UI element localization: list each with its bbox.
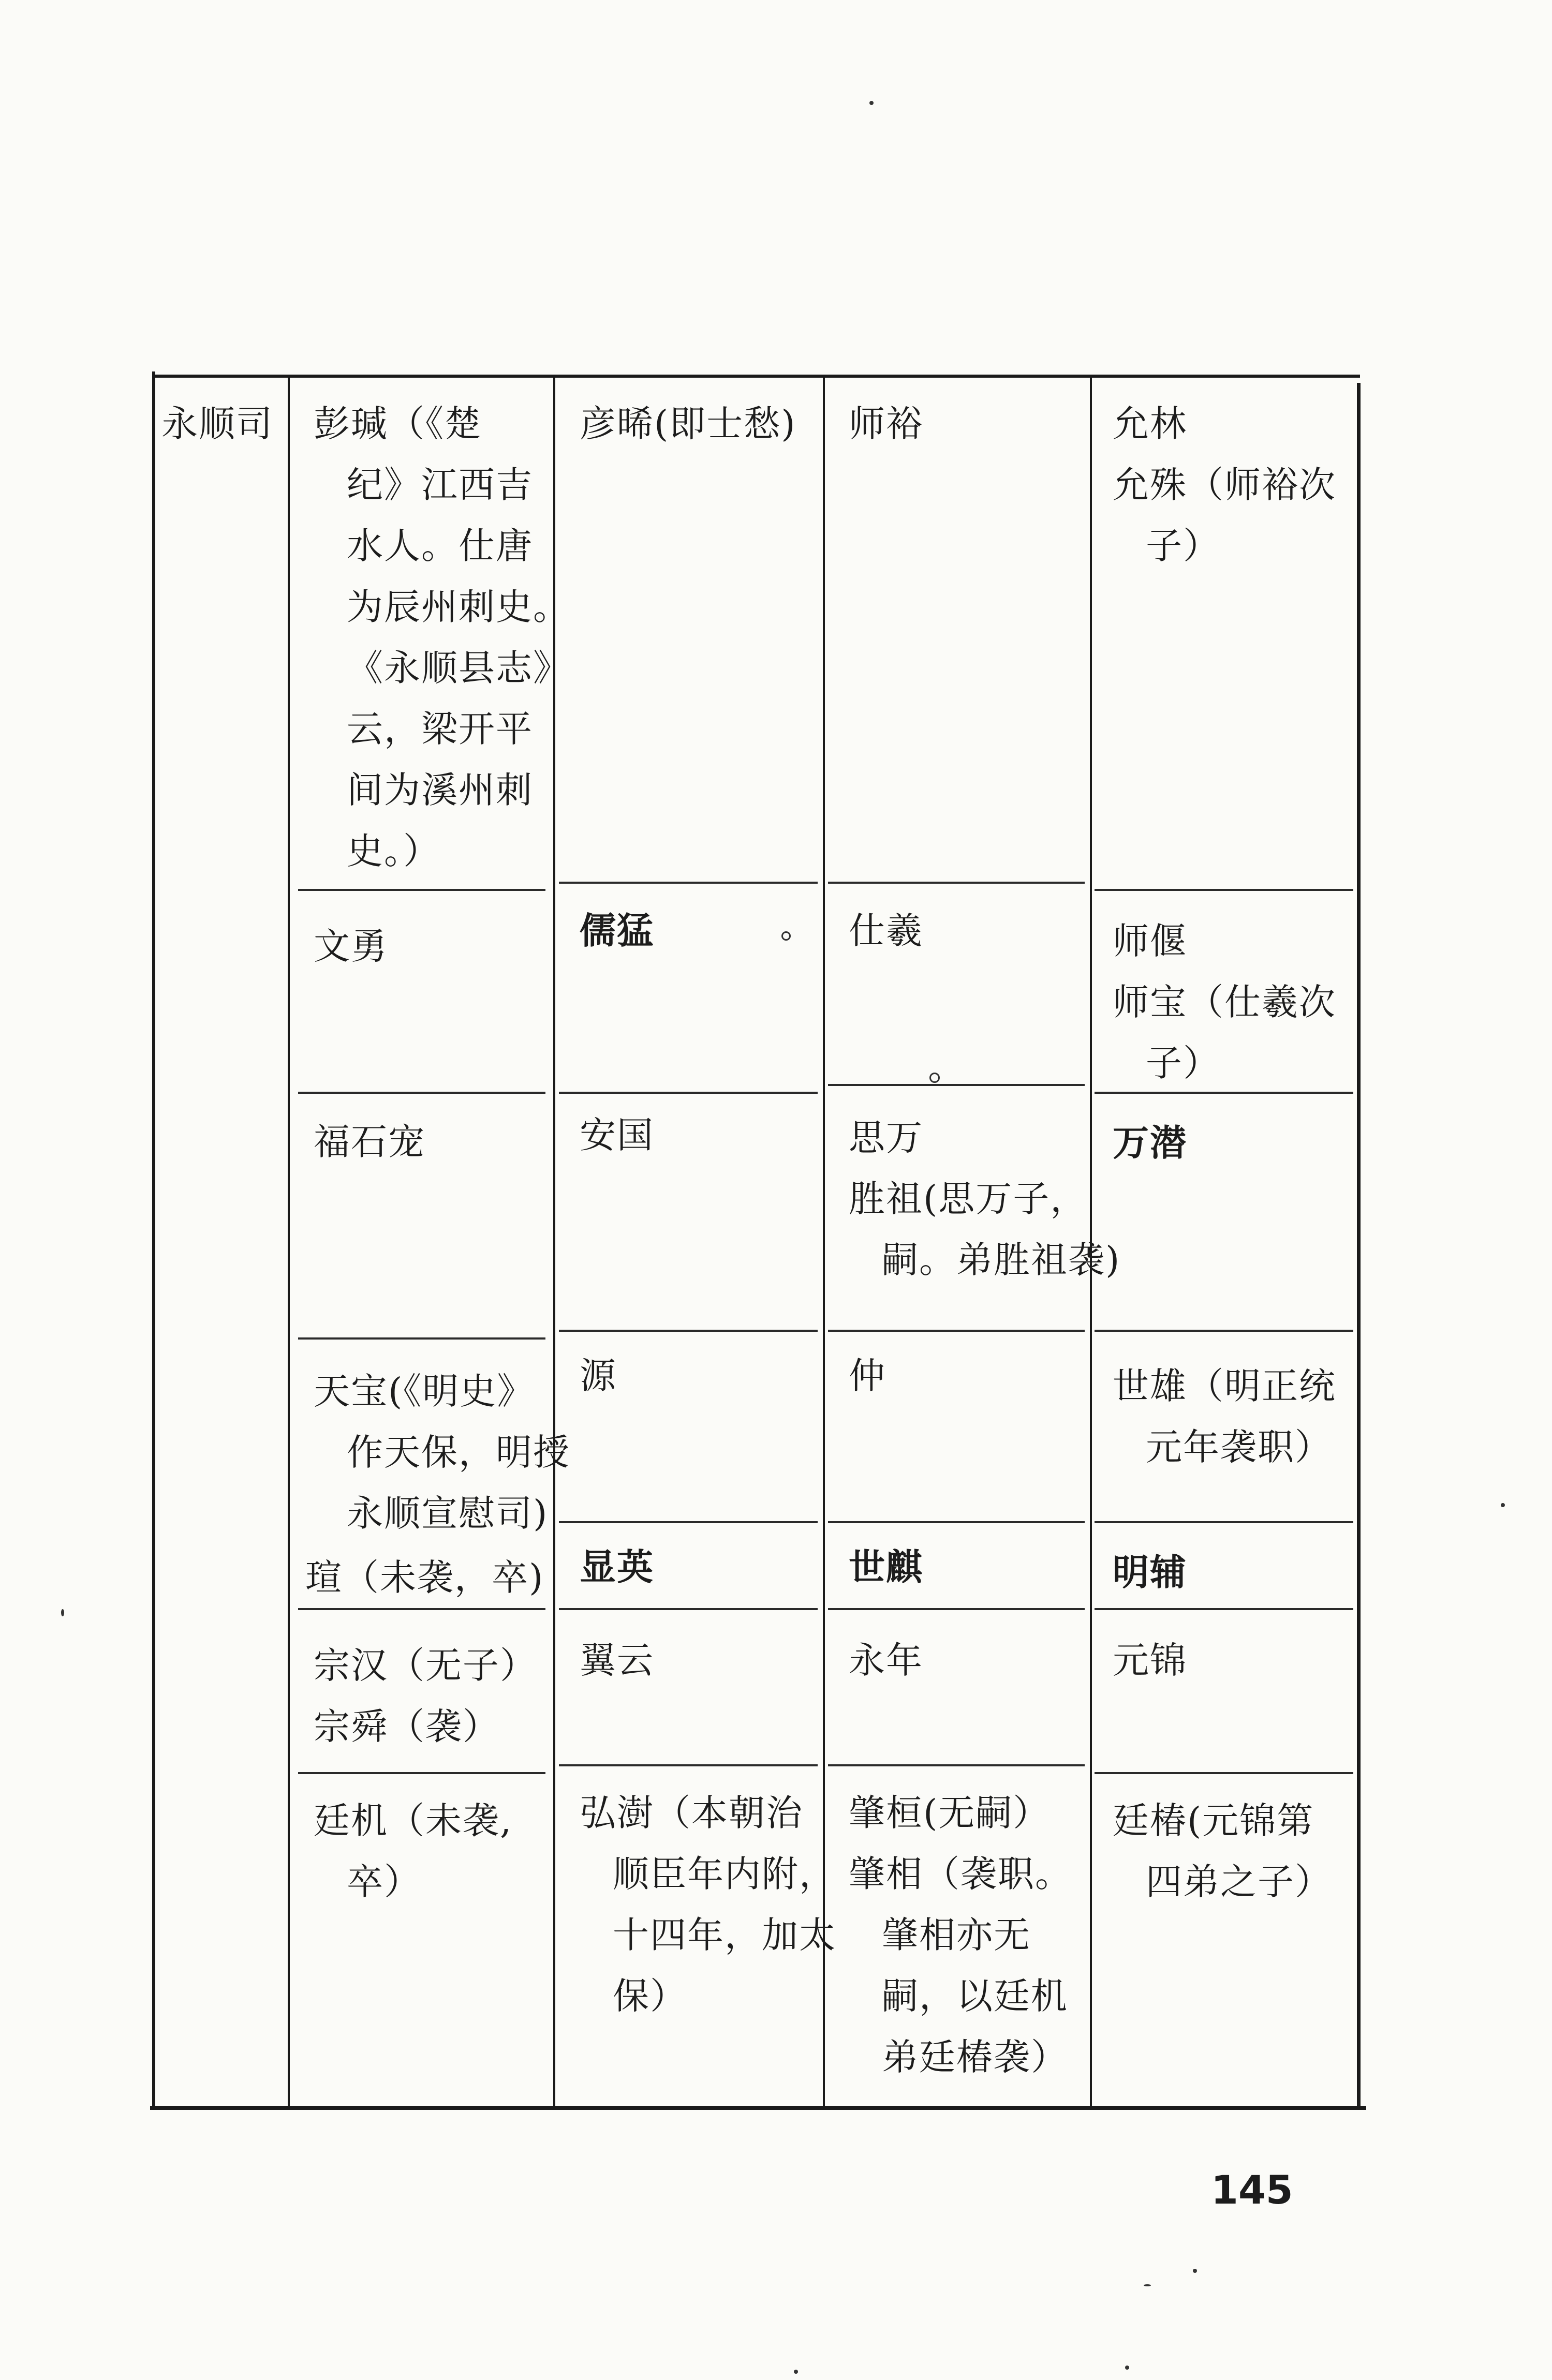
cell-line: 纪》江西吉 bbox=[347, 464, 533, 506]
cell-line: 肇相亦无 bbox=[882, 1914, 1031, 1956]
cell-col4-row4 bbox=[1113, 1356, 1336, 1478]
cell-line: 子） bbox=[1146, 525, 1220, 567]
cell-line: 弘澍（本朝治 bbox=[580, 1792, 803, 1834]
cell-line: 廷机（未袭, bbox=[314, 1799, 513, 1842]
decorative-speck bbox=[61, 1609, 64, 1616]
row-separator bbox=[559, 1330, 818, 1332]
cell-col1-row6 bbox=[314, 1635, 537, 1757]
cell-col2-row6 bbox=[580, 1630, 654, 1691]
cell-line: 为辰州刺史。 bbox=[347, 586, 570, 628]
cell-line: 卒） bbox=[347, 1861, 421, 1903]
cell-line: 弟廷椿袭） bbox=[882, 2036, 1068, 2078]
row-separator bbox=[298, 1337, 545, 1340]
cell-col2-row1 bbox=[580, 393, 796, 454]
table-right-border bbox=[1357, 383, 1361, 2109]
row-separator bbox=[828, 1084, 1085, 1086]
cell-line: 元年袭职） bbox=[1146, 1426, 1332, 1468]
cell-col1-row2 bbox=[314, 916, 388, 977]
cell-col2-row7 bbox=[580, 1782, 836, 2027]
row-separator bbox=[1095, 1330, 1353, 1332]
cell-line: 师偃 bbox=[1113, 920, 1187, 962]
cell-line: 瑄（未袭，卒) bbox=[305, 1556, 544, 1599]
row-separator bbox=[828, 1608, 1085, 1610]
cell-line: 云，梁开平 bbox=[347, 708, 533, 750]
cell-line: 宗舜（袭） bbox=[314, 1705, 500, 1748]
cell-line: 十四年，加太 bbox=[613, 1914, 836, 1956]
cell-line: 文勇 bbox=[314, 925, 388, 968]
table-left-border bbox=[152, 371, 155, 2110]
cell-line: 永年 bbox=[849, 1639, 923, 1682]
row-separator bbox=[298, 1608, 545, 1610]
cell-line: 福石宠 bbox=[314, 1121, 425, 1163]
cell-col4-row5 bbox=[1113, 1542, 1187, 1603]
row-separator bbox=[1095, 1521, 1353, 1523]
cell-col3-row2 bbox=[849, 900, 923, 961]
cell-col1-row1 bbox=[314, 393, 570, 882]
row-separator bbox=[559, 1608, 818, 1610]
cell-col3-row7 bbox=[849, 1782, 1072, 2088]
cell-line: 《永顺县志》 bbox=[347, 647, 570, 689]
cell-col4-row3 bbox=[1113, 1112, 1187, 1173]
cell-col1-row3 bbox=[314, 1111, 425, 1172]
cell-col1-row4 bbox=[314, 1361, 570, 1544]
cell-col2-row2 bbox=[580, 900, 654, 961]
cell-line: 天宝(《明史》 bbox=[314, 1370, 535, 1412]
cell-col2-row5 bbox=[580, 1537, 654, 1598]
office-label bbox=[161, 393, 273, 454]
cell-line: 安国 bbox=[580, 1114, 654, 1156]
cell-col1-row7 bbox=[314, 1790, 512, 1912]
decorative-speck bbox=[1125, 2366, 1129, 2370]
cell-line: 元锦 bbox=[1113, 1639, 1187, 1682]
cell-col3-row6 bbox=[849, 1630, 923, 1691]
column-divider-1 bbox=[288, 378, 290, 2108]
cell-line: 作天保，明授 bbox=[347, 1431, 570, 1474]
row-separator bbox=[828, 1521, 1085, 1523]
cell-col1-row5 bbox=[305, 1547, 544, 1608]
cell-line: 史。） bbox=[347, 830, 440, 872]
cell-line: 师裕 bbox=[849, 403, 923, 445]
cell-line: 万潜 bbox=[1113, 1121, 1187, 1164]
decorative-speck bbox=[1501, 1503, 1505, 1507]
row-separator bbox=[828, 1330, 1085, 1332]
row-separator bbox=[1095, 1608, 1353, 1610]
cell-line: 胜祖(思万子， bbox=[849, 1178, 1088, 1220]
cell-line: 世麒 bbox=[849, 1545, 923, 1588]
cell-col4-row2 bbox=[1113, 911, 1336, 1094]
cell-line: 保） bbox=[613, 1975, 687, 2017]
cell-line: 间为溪州刺 bbox=[347, 769, 533, 811]
cell-col4-row7 bbox=[1113, 1790, 1332, 1912]
decorative-speck bbox=[929, 1073, 940, 1083]
cell-col3-row4 bbox=[849, 1345, 886, 1406]
decorative-speck bbox=[1193, 2269, 1197, 2273]
cell-line: 允殊（师裕次 bbox=[1113, 464, 1336, 506]
cell-col4-row1 bbox=[1113, 393, 1336, 576]
cell-line: 仕羲 bbox=[849, 910, 923, 952]
cell-col3-row5 bbox=[849, 1537, 923, 1598]
cell-line: 世雄（明正统 bbox=[1113, 1365, 1336, 1407]
cell-line: 嗣。弟胜祖袭) bbox=[882, 1239, 1121, 1281]
row-separator bbox=[559, 1092, 818, 1094]
cell-col2-row3 bbox=[580, 1105, 654, 1166]
cell-col3-row3 bbox=[849, 1107, 1120, 1290]
decorative-speck bbox=[781, 931, 791, 941]
row-separator bbox=[298, 1772, 545, 1774]
office-label-text: 永顺司 bbox=[161, 403, 273, 445]
cell-line: 翼云 bbox=[580, 1639, 654, 1682]
cell-line: 四弟之子） bbox=[1146, 1861, 1332, 1903]
row-separator bbox=[828, 882, 1085, 884]
cell-line: 儒猛 bbox=[580, 909, 654, 952]
row-separator bbox=[559, 882, 818, 884]
row-separator bbox=[559, 1764, 818, 1766]
cell-line: 永顺宣慰司) bbox=[347, 1492, 549, 1535]
page-number: 145 bbox=[1211, 2167, 1293, 2213]
cell-line: 子） bbox=[1146, 1042, 1220, 1084]
row-separator bbox=[559, 1521, 818, 1523]
cell-line: 顺臣年内附， bbox=[613, 1853, 836, 1895]
cell-line: 肇相（袭职。 bbox=[849, 1853, 1072, 1895]
cell-line: 嗣，以廷机 bbox=[882, 1975, 1068, 2017]
cell-line: 肇桓(无嗣） bbox=[849, 1792, 1051, 1834]
cell-line: 显英 bbox=[580, 1545, 654, 1588]
cell-col4-row6 bbox=[1113, 1630, 1187, 1691]
table-bottom-border bbox=[150, 2106, 1366, 2110]
cell-line: 彭瑊（《楚 bbox=[314, 403, 482, 445]
table-top-border bbox=[154, 375, 1360, 378]
cell-col3-row1 bbox=[849, 393, 923, 454]
row-separator bbox=[828, 1764, 1085, 1766]
decorative-speck bbox=[1144, 2284, 1151, 2286]
cell-line: 思万 bbox=[849, 1117, 923, 1159]
row-separator bbox=[298, 889, 545, 891]
cell-line: 宗汉（无子） bbox=[314, 1644, 537, 1687]
row-separator bbox=[1095, 889, 1353, 891]
row-separator bbox=[298, 1092, 545, 1094]
decorative-speck bbox=[794, 2370, 798, 2374]
cell-line: 源 bbox=[580, 1355, 617, 1397]
row-separator bbox=[1095, 1772, 1353, 1774]
cell-line: 水人。仕唐 bbox=[347, 525, 533, 567]
cell-line: 廷椿(元锦第 bbox=[1113, 1799, 1314, 1842]
cell-line: 允林 bbox=[1113, 403, 1187, 445]
cell-line: 仲 bbox=[849, 1355, 886, 1397]
cell-col2-row4 bbox=[580, 1345, 617, 1406]
cell-line: 彦晞(即士愁) bbox=[580, 403, 796, 445]
decorative-speck bbox=[869, 101, 874, 105]
cell-line: 师宝（仕羲次 bbox=[1113, 981, 1336, 1023]
cell-line: 明辅 bbox=[1113, 1551, 1187, 1594]
